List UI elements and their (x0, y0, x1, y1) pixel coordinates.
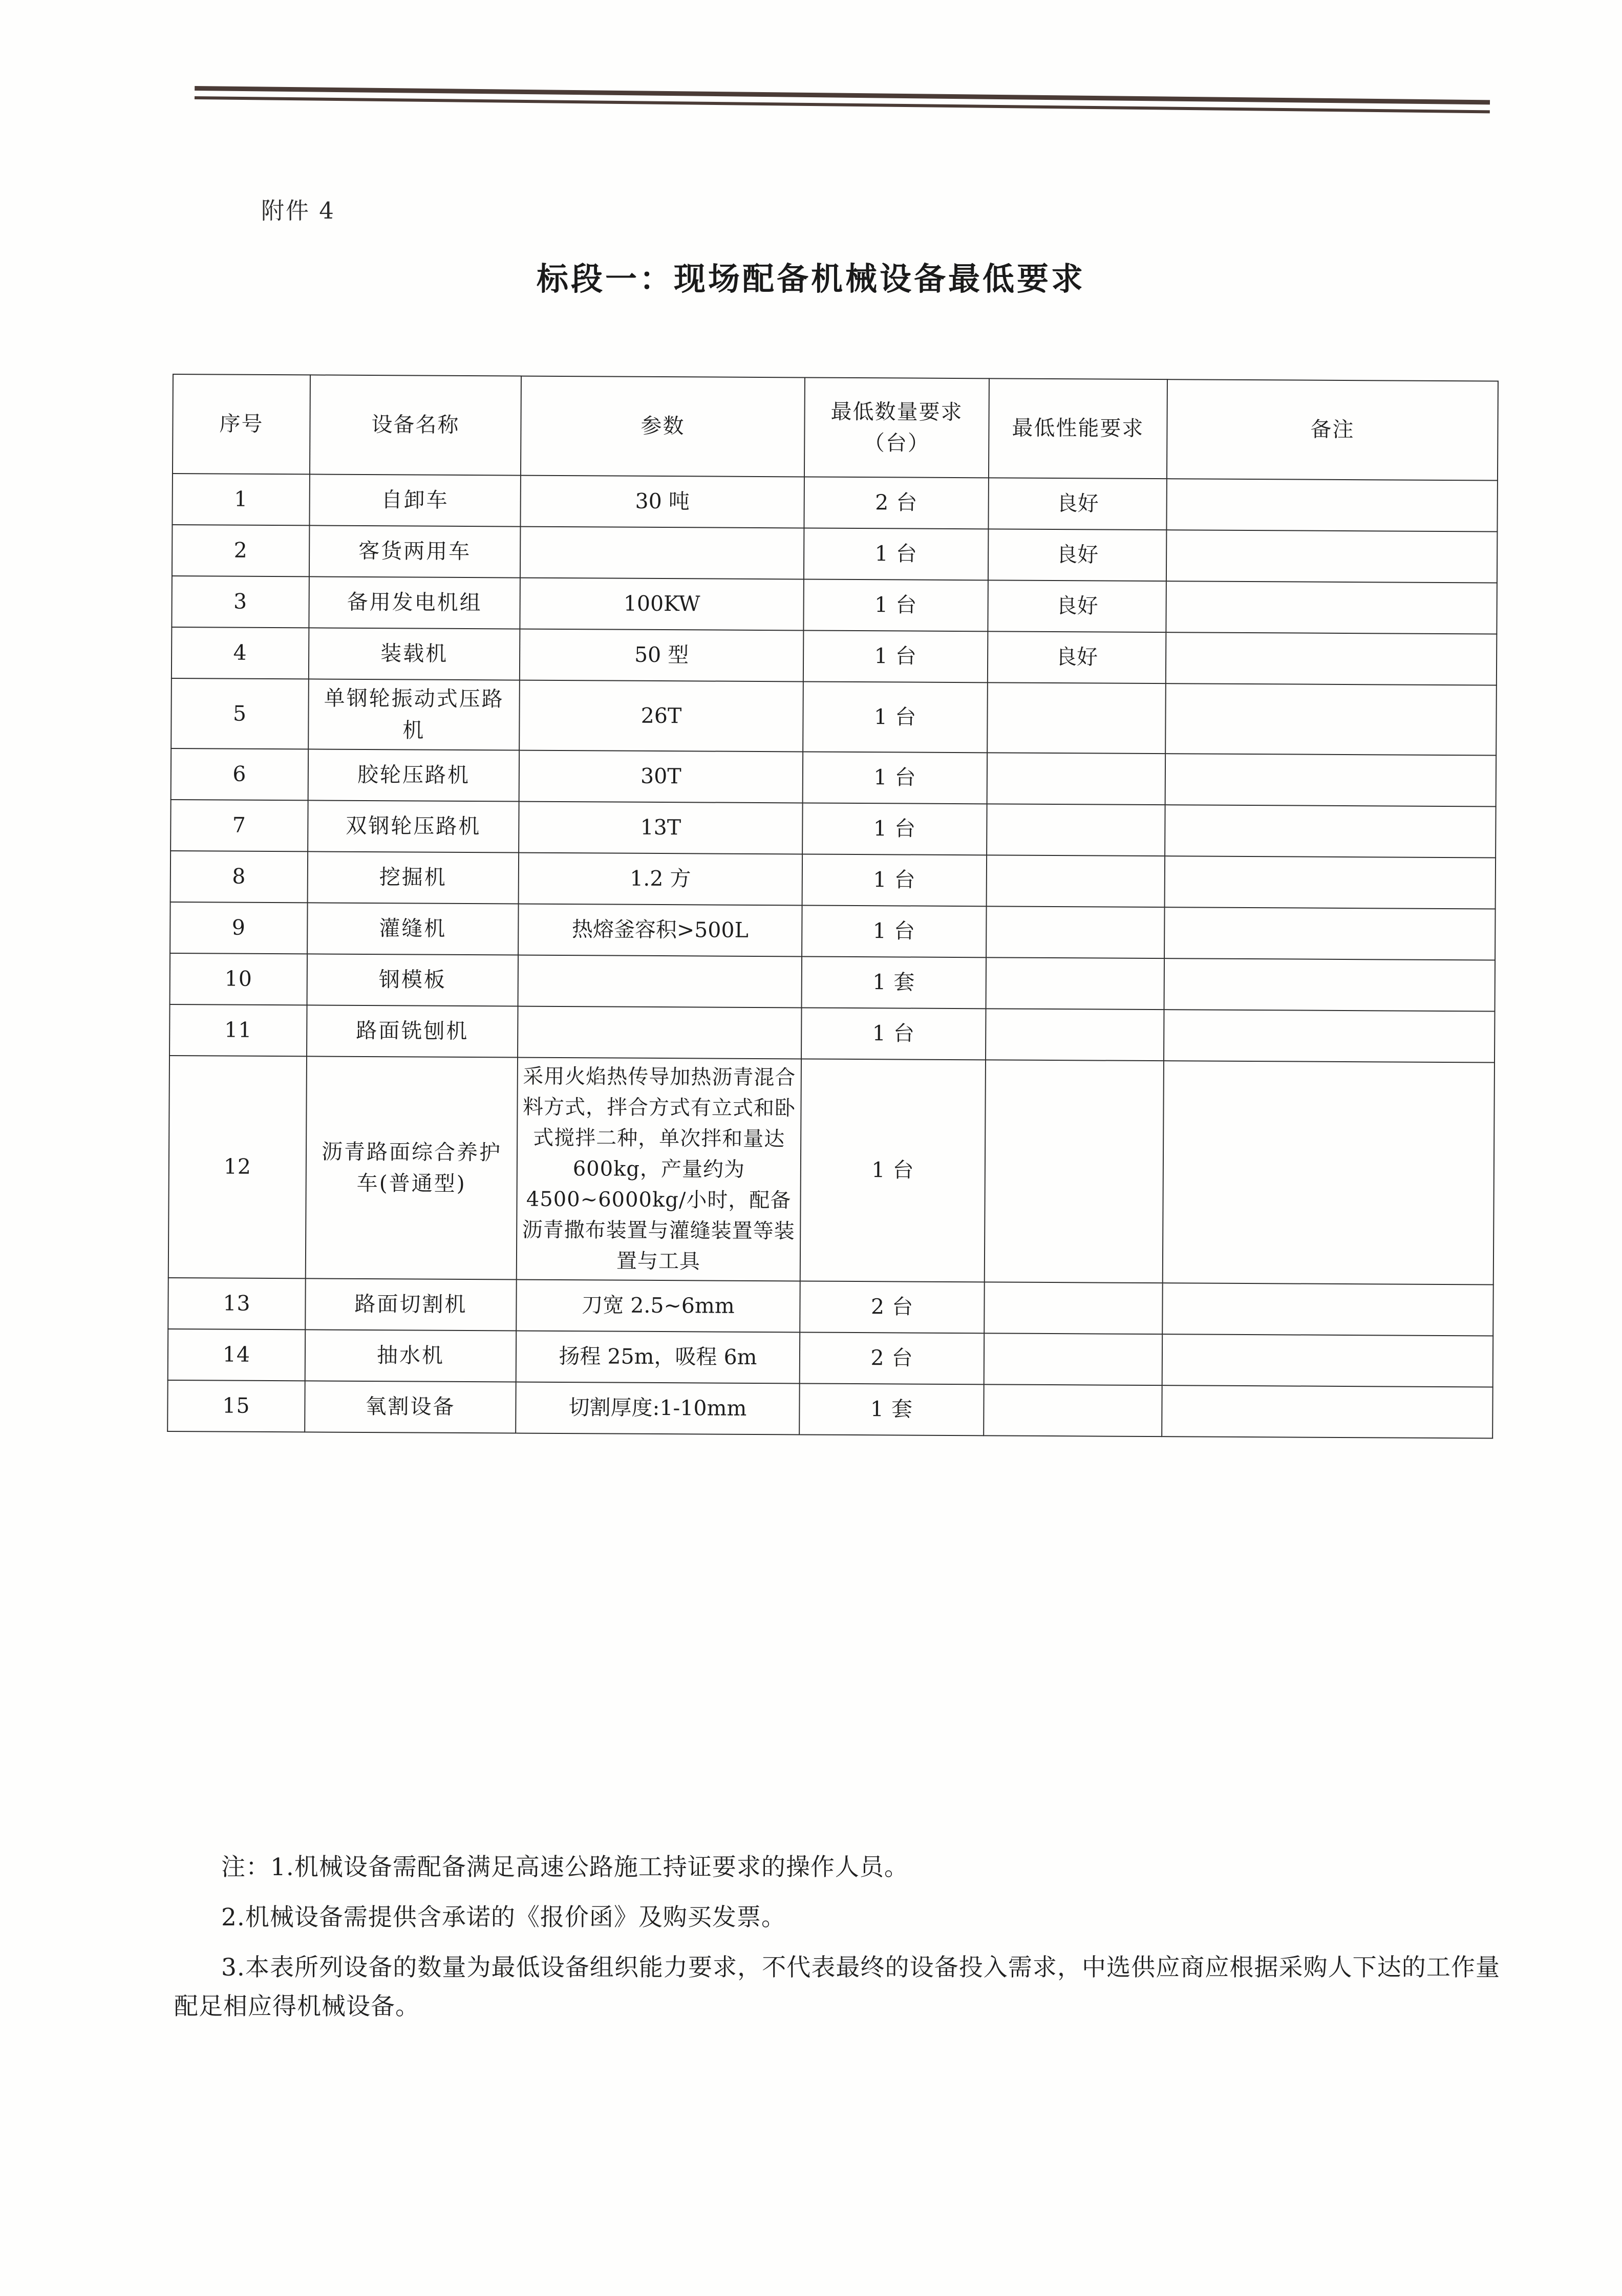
cell-remarks (1162, 1334, 1493, 1387)
cell-quantity: 2 台 (800, 1281, 985, 1333)
cell-equipment-name: 单钢轮振动式压路机 (308, 679, 520, 750)
cell-performance (986, 957, 1165, 1010)
cell-performance (984, 1384, 1162, 1436)
column-header-quantity-line2: （台） (863, 431, 930, 456)
cell-quantity: 1 台 (803, 681, 988, 753)
cell-quantity: 1 台 (802, 803, 987, 855)
table-row (170, 851, 1496, 909)
cell-quantity: 2 台 (804, 477, 989, 529)
cell-performance: 良好 (988, 529, 1167, 581)
attachment-label: 附件 4 (261, 197, 335, 224)
cell-equipment-name: 钢模板 (307, 954, 519, 1006)
table-header-row (173, 374, 1498, 481)
column-header-performance: 最低性能要求 (989, 378, 1167, 479)
cell-index: 10 (170, 953, 308, 1005)
equipment-requirements-table (167, 374, 1499, 1439)
table-row (168, 1278, 1493, 1336)
table-row (168, 1056, 1495, 1285)
cell-quantity: 2 台 (800, 1332, 985, 1384)
cell-index: 12 (168, 1056, 307, 1278)
table-row (169, 1004, 1495, 1063)
cell-performance: 良好 (988, 478, 1167, 530)
table-row (172, 474, 1497, 532)
cell-index: 3 (172, 576, 309, 628)
cell-performance: 良好 (988, 631, 1166, 683)
cell-performance (985, 1060, 1164, 1283)
cell-performance (984, 1282, 1163, 1334)
cell-equipment-name: 客货两用车 (309, 525, 521, 577)
table-row (172, 576, 1497, 634)
cell-performance (986, 1008, 1164, 1061)
cell-index: 14 (168, 1329, 306, 1381)
table-row (172, 627, 1497, 685)
cell-remarks (1166, 632, 1497, 685)
cell-parameter (518, 1006, 802, 1059)
column-header-remarks: 备注 (1167, 379, 1498, 480)
cell-equipment-name: 备用发电机组 (309, 576, 520, 629)
cell-parameter: 100KW (520, 578, 804, 631)
cell-equipment-name: 自卸车 (309, 474, 521, 526)
cell-parameter: 26T (519, 680, 803, 752)
column-header-name: 设备名称 (310, 375, 521, 475)
cell-performance (987, 855, 1165, 907)
table-row (172, 525, 1497, 583)
cell-equipment-name: 氧割设备 (305, 1381, 516, 1433)
cell-parameter: 采用火焰热传导加热沥青混合料方式，拌合方式有立式和卧式搅拌二种，单次拌和量达 600kg，产量约为 4500~6000kg/小时，配备沥青撒布装置与灌缝装置等装置与工具 (517, 1058, 801, 1281)
cell-performance (984, 1333, 1163, 1385)
cell-quantity: 1 台 (803, 752, 988, 804)
cell-quantity: 1 套 (802, 956, 987, 1008)
cell-index: 9 (170, 902, 308, 954)
cell-quantity: 1 台 (802, 905, 987, 957)
cell-quantity: 1 台 (803, 579, 988, 631)
equipment-table-container (167, 374, 1498, 1439)
table-row (171, 678, 1497, 756)
cell-parameter: 30T (519, 750, 803, 803)
page-title: 标段一：现场配备机械设备最低要求 (536, 260, 1085, 297)
cell-quantity: 1 台 (800, 1059, 986, 1282)
cell-index: 4 (172, 627, 309, 679)
cell-index: 15 (167, 1380, 305, 1432)
cell-index: 5 (171, 678, 309, 749)
cell-quantity: 1 台 (801, 1007, 986, 1060)
cell-remarks (1165, 754, 1497, 806)
cell-quantity: 1 台 (804, 528, 989, 580)
cell-remarks (1166, 530, 1498, 583)
cell-performance (987, 804, 1165, 856)
cell-parameter: 扬程 25m，吸程 6m (516, 1331, 800, 1384)
table-header (173, 374, 1498, 481)
cell-remarks (1162, 1385, 1493, 1438)
cell-quantity: 1 台 (802, 854, 987, 906)
cell-remarks (1166, 479, 1498, 531)
cell-quantity: 1 套 (799, 1383, 984, 1435)
cell-index: 1 (172, 474, 310, 525)
header-double-rule (195, 86, 1490, 120)
cell-parameter: 热熔釜容积>500L (518, 904, 802, 957)
cell-parameter: 1.2 方 (519, 853, 803, 906)
cell-equipment-name: 路面切割机 (305, 1278, 517, 1331)
note-item-1: 注：1.机械设备需配备满足高速公路施工持证要求的操作人员。 (221, 1853, 909, 1881)
cell-index: 11 (169, 1004, 307, 1056)
cell-performance: 良好 (988, 580, 1166, 632)
cell-equipment-name: 双钢轮压路机 (308, 800, 519, 852)
header-rule-line-top (195, 86, 1490, 104)
table-row (167, 1380, 1492, 1439)
column-header-parameter: 参数 (521, 376, 805, 477)
notes-section (174, 1848, 1500, 2038)
cell-remarks (1162, 1283, 1493, 1336)
cell-remarks (1164, 907, 1496, 960)
column-header-index: 序号 (173, 374, 310, 474)
cell-equipment-name: 路面铣刨机 (307, 1005, 518, 1057)
cell-equipment-name: 装载机 (309, 628, 520, 680)
cell-index: 2 (172, 525, 310, 576)
cell-remarks (1163, 1061, 1495, 1284)
cell-performance (987, 682, 1166, 754)
cell-performance (986, 906, 1165, 958)
cell-equipment-name: 灌缝机 (307, 903, 519, 955)
cell-parameter (518, 955, 802, 1008)
cell-equipment-name: 沥青路面综合养护车(普通型) (306, 1056, 518, 1279)
cell-remarks (1165, 683, 1497, 755)
cell-remarks (1164, 1010, 1495, 1062)
column-header-quantity-line1: 最低数量要求 (830, 399, 963, 424)
table-row (168, 1329, 1493, 1387)
cell-remarks (1166, 581, 1497, 634)
cell-parameter: 切割厚度:1-10mm (516, 1382, 800, 1435)
cell-parameter: 13T (519, 802, 803, 854)
note-item-3: 3.本表所列设备的数量为最低设备组织能力要求，不代表最终的设备投入需求，中选供应商应根据采购人下达的工作量配足相应得机械设备。 (174, 1954, 1500, 2021)
cell-equipment-name: 抽水机 (305, 1329, 517, 1382)
cell-quantity: 1 台 (803, 630, 988, 682)
cell-index: 8 (170, 851, 308, 903)
table-row (170, 800, 1496, 858)
cell-performance (987, 753, 1166, 805)
cell-parameter (520, 527, 804, 580)
table-row (171, 748, 1496, 807)
table-row (170, 902, 1495, 960)
cell-parameter: 50 型 (520, 629, 804, 682)
cell-remarks (1164, 958, 1496, 1011)
note-item-2: 2.机械设备需提供含承诺的《报价函》及购买发票。 (221, 1903, 786, 1932)
cell-equipment-name: 挖掘机 (308, 851, 519, 904)
cell-index: 6 (171, 748, 309, 800)
cell-index: 7 (170, 800, 308, 851)
table-row (170, 953, 1495, 1012)
cell-remarks (1165, 805, 1496, 857)
cell-remarks (1165, 856, 1496, 909)
table-body (167, 474, 1498, 1439)
cell-equipment-name: 胶轮压路机 (308, 749, 520, 801)
cell-parameter: 30 吨 (520, 476, 804, 528)
column-header-quantity (804, 377, 989, 478)
cell-parameter: 刀宽 2.5~6mm (516, 1280, 800, 1333)
cell-index: 13 (168, 1278, 306, 1329)
